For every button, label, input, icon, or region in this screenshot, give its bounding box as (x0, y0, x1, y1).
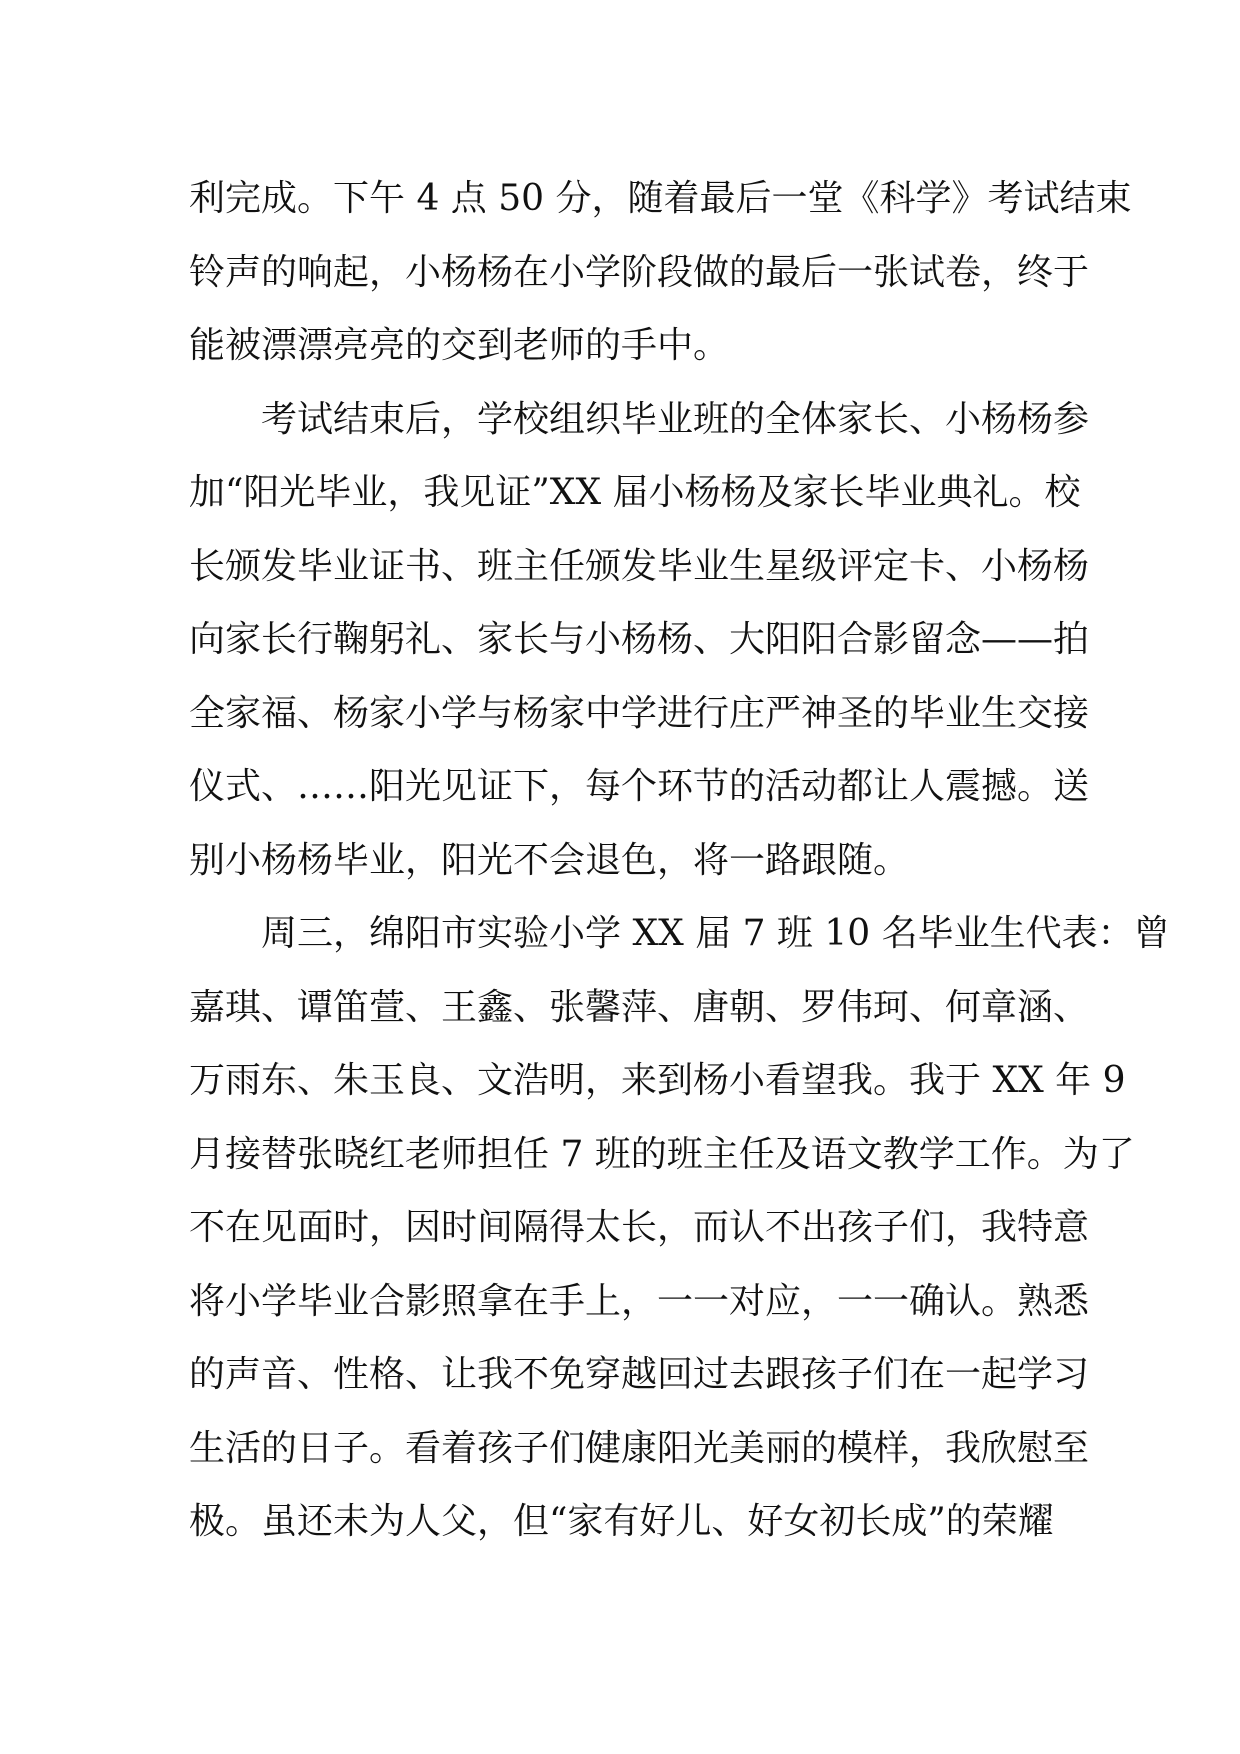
text-line: 利完成。下午 4 点 50 分，随着最后一堂《科学》考试结束 (189, 178, 1132, 219)
text-line: 能被漂漂亮亮的交到老师的手中。 (189, 325, 730, 366)
text-line: 考试结束后，学校组织毕业班的全体家长、小杨杨参 (189, 398, 1090, 440)
text-line: 生活的日子。看着孩子们健康阳光美丽的模样，我欣慰至 (189, 1427, 1090, 1469)
text-line: 别小杨杨毕业，阳光不会退色，将一路跟随。 (189, 839, 910, 881)
text-line: 极。虽还未为人父，但“家有好儿、好女初长成”的荣耀 (189, 1501, 1054, 1542)
text-line: 的声音、性格、让我不免穿越回过去跟孩子们在一起学习 (189, 1354, 1090, 1395)
text-line: 周三，绵阳市实验小学 XX 届 7 班 10 名毕业生代表：曾 (189, 913, 1170, 954)
text-line: 不在见面时，因时间隔得太长，而认不出孩子们，我特意 (189, 1207, 1090, 1248)
text-line: 全家福、杨家小学与杨家中学进行庄严神圣的毕业生交接 (189, 692, 1090, 734)
text-line: 仪式、……阳光见证下，每个环节的活动都让人震撼。送 (189, 766, 1090, 807)
text-line: 嘉琪、谭笛萱、王鑫、张馨萍、唐朝、罗伟珂、何章涵、 (189, 986, 1090, 1028)
text-line: 万雨东、朱玉良、文浩明，来到杨小看望我。我于 XX 年 9 (189, 1060, 1126, 1101)
body-text (189, 162, 1170, 1559)
text-line: 将小学毕业合影照拿在手上，一一对应，一一确认。熟悉 (189, 1280, 1090, 1322)
text-line: 月接替张晓红老师担任 7 班的班主任及语文教学工作。为了 (189, 1133, 1135, 1175)
text-line: 长颁发毕业证书、班主任颁发毕业生星级评定卡、小杨杨 (189, 545, 1090, 587)
text-line: 加“阳光毕业，我见证”XX 届小杨杨及家长毕业典礼。校 (189, 472, 1081, 513)
text-line: 铃声的响起，小杨杨在小学阶段做的最后一张试卷，终于 (189, 251, 1090, 293)
text-line: 向家长行鞠躬礼、家长与小杨杨、大阳阳合影留念——拍 (189, 619, 1090, 660)
